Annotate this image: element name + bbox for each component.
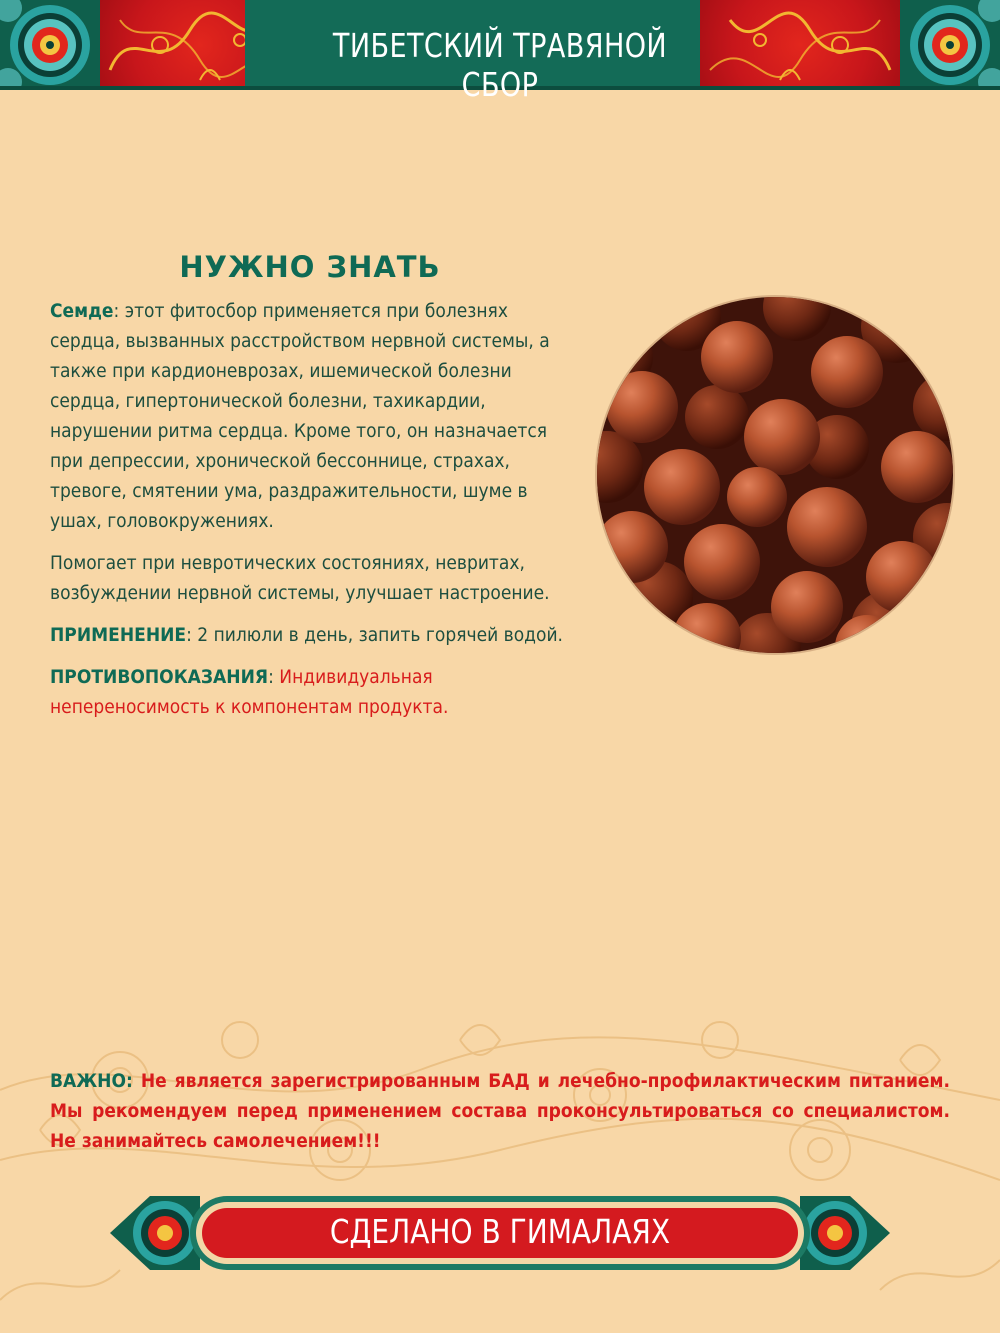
description-paragraph [50,296,580,536]
warning-separator: : [126,1070,141,1092]
usage-label: ПРИМЕНЕНИЕ [50,624,187,646]
warning-label: ВАЖНО [50,1070,127,1092]
pills-photo [597,297,953,653]
dragon-panel-right [700,0,900,90]
description-paragraph-2: Помогает при невротических состояниях, невритах, возбуждении нервной системы, улучшает настроение. [50,552,550,604]
ornament-tile-left [0,0,100,90]
info-text-block [50,296,580,734]
usage-text: : 2 пилюли в день, запить горячей водой. [186,624,563,646]
contraindications-separator: : [268,666,280,688]
warning-text: Не является зарегистрированным БАД и лечебно-профилактическим питанием. Мы рекомендуем перед применением состава проконсультироваться со специалистом. Не занимайтесь самолечением!!! [50,1070,950,1152]
description-text: : этот фитосбор применяется при болезнях сердца, вызванных расстройством нервной системы, а также при кардионеврозах, ишемической болезни сердца, гипертонической болезни, тахикардии, нарушении ритма сердца. Кроме того, он назначается при депрессии, хронической бессоннице, страхах, тревоге, смятении ума, раздражительности, шуме в ушах, головокружениях. [50,300,550,532]
usage-paragraph [50,620,580,650]
product-name: Семде [50,300,114,322]
floral-watermark [0,1000,1000,1333]
footer-title: СДЕЛАНО В ГИМАЛАЯХ [329,1212,671,1251]
header-title: ТИБЕТСКИЙ ТРАВЯНОЙ СБОР [332,26,668,104]
warning-notice [50,1066,950,1156]
contraindications-label: ПРОТИВОПОКАЗАНИЯ [50,666,269,688]
ornament-tile-right [900,0,1000,90]
section-title: НУЖНО ЗНАТЬ [179,250,441,284]
contraindications-text: Индивидуальная непереносимость к компонентам продукта. [50,666,449,718]
contraindications-paragraph [50,662,580,722]
